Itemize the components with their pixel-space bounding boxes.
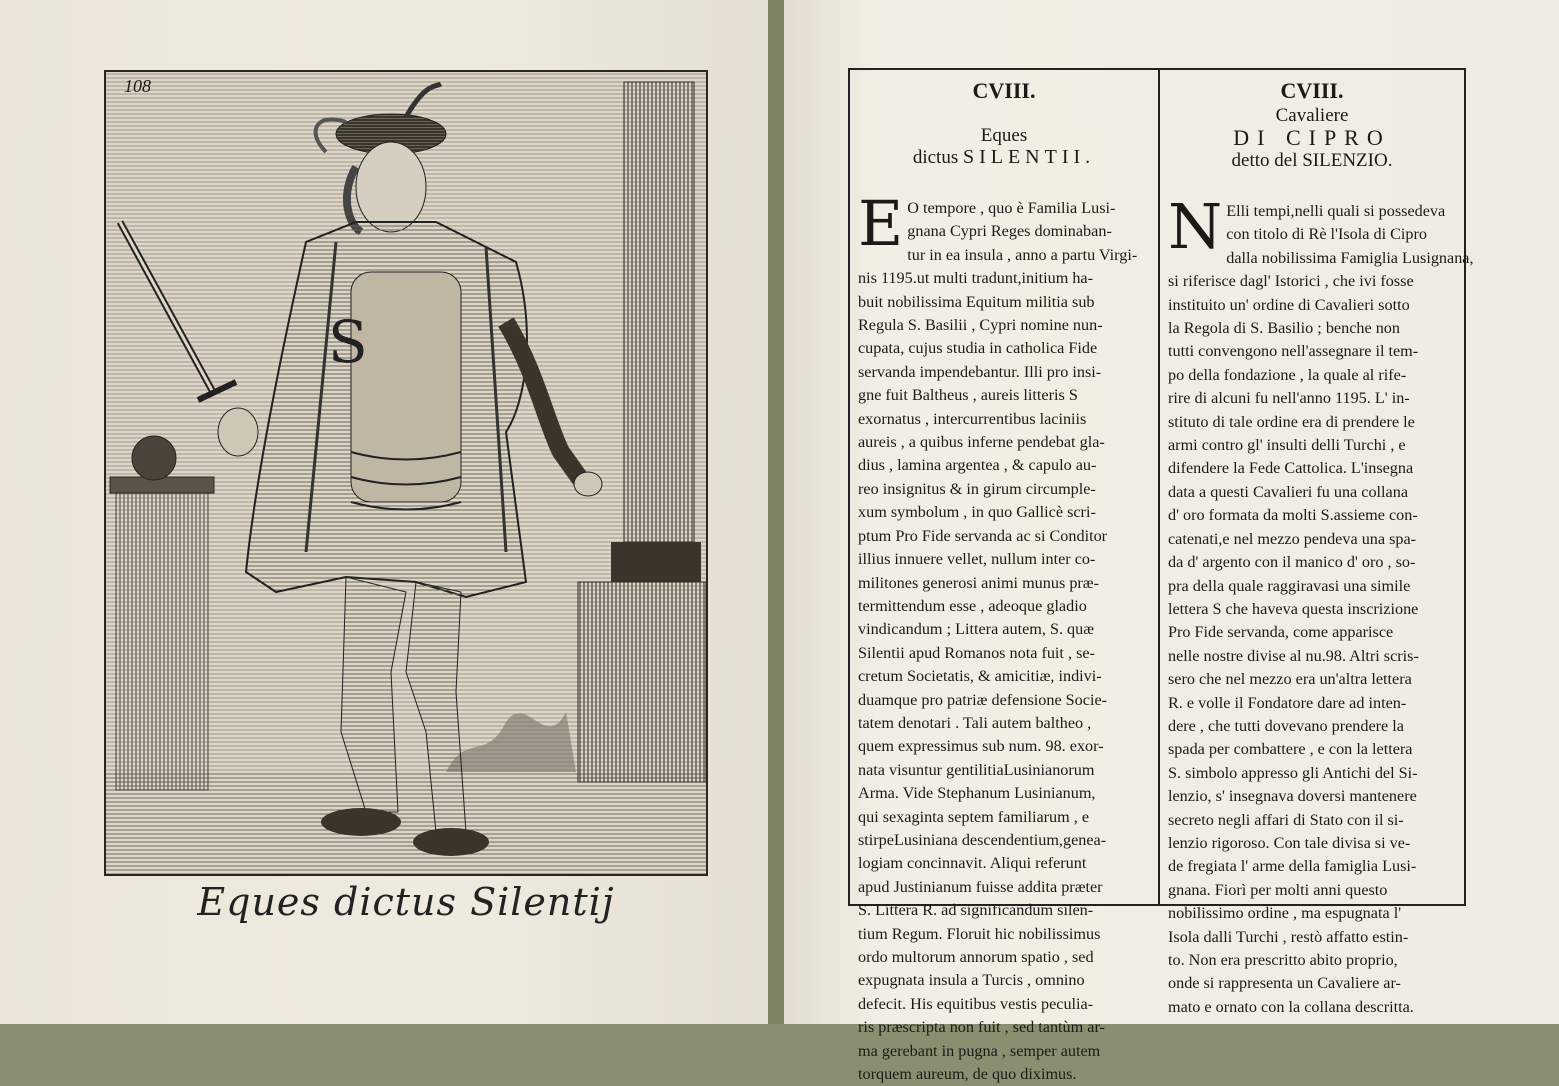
latin-dropcap: E <box>858 187 904 260</box>
latin-text-line: duamque pro patriæ defensione Socie- <box>858 690 1108 709</box>
italian-text-line: si riferisce dagl' Istorici , che ivi fosse <box>1168 272 1414 291</box>
left-page <box>0 0 768 1024</box>
latin-title-silentii: SILENTII. <box>962 146 1096 168</box>
italian-section-number: CVIII. <box>1280 78 1344 103</box>
latin-text-line: nata visuntur gentilitiaLusinianorum <box>858 760 1095 779</box>
latin-text-line: tatem denotari . Tali autem baltheo , <box>858 713 1092 732</box>
italian-text-line: pra della quale raggiravasi una simile <box>1168 576 1411 595</box>
knight-engraving <box>106 72 706 874</box>
italian-text-line: difendere la Fede Cattolica. L'insegna <box>1168 459 1414 478</box>
italian-text-line: instituito un' ordine di Cavalieri sotto <box>1168 295 1410 314</box>
latin-text-line: stirpeLusiniana descendentium,genea- <box>858 830 1107 849</box>
latin-text-line: gne fuit Baltheus , aureis litteris S <box>858 386 1078 405</box>
italian-body-text <box>1168 190 1474 1019</box>
engraving-caption: Eques dictus Silentij <box>197 880 615 924</box>
italian-text-line: dere , che tutti dovevano prendere la <box>1168 716 1404 735</box>
latin-text-line: termittendum esse , adeoque gladio <box>858 596 1087 615</box>
italian-text-line: dalla nobilissima Famiglia Lusignana, <box>1226 248 1474 267</box>
latin-text-line: O tempore , quo è Familia Lusi- <box>907 199 1116 217</box>
italian-title-line1: Cavaliere <box>1275 105 1349 126</box>
latin-text-line: illius innuere vellet, nullum inter co- <box>858 550 1096 569</box>
italian-text-line: Elli tempi,nelli quali si possedeva <box>1226 202 1446 220</box>
italian-text-line: nelle nostre divise al nu.98. Altri scris- <box>1168 646 1419 665</box>
latin-text-line: quem expressimus sub num. 98. exor- <box>858 737 1104 756</box>
italian-text-line: lettera S che haveva questa inscrizione <box>1168 599 1419 618</box>
italian-text-line: sero che nel mezzo era un'altra lettera <box>1168 670 1412 689</box>
latin-text-line: Arma. Vide Stephanum Lusinianum, <box>858 784 1096 803</box>
latin-title-line1: Eques <box>980 125 1028 146</box>
engraving-plate <box>104 70 708 876</box>
italian-text-line: R. e volle il Fondatore dare ad inten- <box>1168 693 1407 712</box>
latin-title-dictus: dictus <box>912 147 959 168</box>
latin-text-line: apud Justinianum fuisse addita præter <box>858 877 1103 896</box>
italian-text-line: lenzio, s' insegnava doversi mantenere <box>1168 787 1417 806</box>
latin-text-line: torquem aureum, de quo diximus. <box>858 1065 1077 1084</box>
latin-text-line: ordo multorum annorum spatio , sed <box>858 948 1094 966</box>
italian-text-line: tutti convengono nell'assegnare il tem- <box>1168 342 1419 361</box>
latin-text-line: gnana Cypri Reges dominaban- <box>907 222 1112 241</box>
italian-text-line: la Regola di S. Basilio ; benche non <box>1168 319 1400 338</box>
latin-text-line: ma gerebant in pugna , semper autem <box>858 1041 1101 1060</box>
italian-text-line: data a questi Cavalieri fu una collana <box>1168 482 1409 501</box>
italian-text-line: gnana. Fiorì per molti anni questo <box>1168 880 1388 899</box>
italian-title-line3: detto del SILENZIO. <box>1231 150 1393 171</box>
latin-text-line: S. Littera R. ad significandum silen- <box>858 901 1094 920</box>
text-frame <box>848 68 1474 1084</box>
latin-text-line: Regula S. Basilii , Cypri nomine nun- <box>858 316 1103 335</box>
latin-text-line: buit nobilissima Equitum militia sub <box>858 292 1095 311</box>
italian-text-line: secreto negli affari di Stato con il si- <box>1168 810 1404 829</box>
latin-text-line: militones generosi animi munus præ- <box>858 573 1099 592</box>
italian-text-line: nobilissimo ordine , ma espugnata l' <box>1168 904 1402 923</box>
italian-text-line: d' oro formata da molti S.assieme con- <box>1168 506 1418 525</box>
italian-text-line: armi contro gl' insulti delli Turchi , e <box>1168 436 1406 455</box>
italian-text-line: stituto di tale ordine era di prendere le <box>1168 412 1415 431</box>
latin-title-line2 <box>858 146 1150 169</box>
latin-text-line: qui sexaginta septem familiarum , e <box>858 807 1090 826</box>
right-page <box>784 0 1559 1084</box>
latin-text-line: ptum Pro Fide servanda ac si Conditor <box>858 526 1108 545</box>
plate-number: 108 <box>124 76 151 96</box>
italian-text-line: con titolo di Rè l'Isola di Cipro <box>1226 225 1427 244</box>
latin-text-line: Silentii apud Romanos nota fuit , se- <box>858 643 1095 662</box>
latin-text-line: dius , lamina argentea , & capulo au- <box>858 456 1097 475</box>
latin-text-line: defecit. His equitibus vestis peculia- <box>858 994 1094 1013</box>
italian-text-line: onde si rappresenta un Cavaliere ar- <box>1168 974 1401 993</box>
italian-text-line: po della fondazione , la quale al rife- <box>1168 365 1407 384</box>
italian-text-line: mato e ornato con la collana descritta. <box>1168 997 1414 1016</box>
italian-dropcap: N <box>1168 190 1223 263</box>
latin-text-line: servanda impendebantur. Illi pro insi- <box>858 362 1102 381</box>
italian-text-line: rire di alcuni fu nell'anno 1195. L' in- <box>1168 389 1410 408</box>
latin-section-number: CVIII. <box>972 78 1036 103</box>
italian-text-line: S. simbolo appresso gli Antichi del Si- <box>1168 763 1418 782</box>
svg-text:S: S <box>328 308 368 376</box>
italian-text-line: spada per combattere , e con la lettera <box>1168 740 1413 759</box>
italian-text-line: de fregiata l' arme della famiglia Lusi- <box>1168 857 1417 876</box>
italian-text-line: to. Non era prescritto abito proprio, <box>1168 951 1398 969</box>
latin-text-line: ris præscripta non fuit , sed tantùm ar- <box>858 1018 1105 1037</box>
italian-title-line2: DI CIPRO <box>1233 125 1391 150</box>
latin-text-line: tium Regum. Floruit hic nobilissimus <box>858 924 1101 943</box>
italian-text-line: da d' argento con il manico d' oro , so- <box>1168 553 1416 572</box>
italian-text-line: lenzio rigoroso. Con tale divisa si ve- <box>1168 833 1411 852</box>
latin-text-line: exornatus , intercurrentibus laciniis <box>858 409 1087 428</box>
latin-text-line: reo insignitus & in girum circumple- <box>858 479 1096 498</box>
latin-text-line: aureis , a quibus inferne pendebat gla- <box>858 433 1105 452</box>
italian-text-line: Isola dalli Turchi , restò affatto estin- <box>1168 927 1409 946</box>
latin-body-text <box>858 187 1150 1086</box>
latin-text-line: vindicandum ; Littera autem, S. quæ <box>858 620 1095 639</box>
latin-column <box>850 70 1160 1084</box>
latin-text-line: expugnata insula a Turcis , omnino <box>858 971 1085 990</box>
italian-text-line: catenati,e nel mezzo pendeva una spa- <box>1168 529 1417 548</box>
italian-text-line: Pro Fide servanda, come apparisce <box>1168 623 1394 642</box>
latin-text-line: logiam concinnavit. Aliqui referunt <box>858 854 1087 873</box>
latin-text-line: cretum Societatis, & amicitiæ, indivi- <box>858 667 1102 686</box>
book-gutter <box>768 0 784 1024</box>
latin-text-line: tur in ea insula , anno a partu Virgi- <box>907 245 1138 264</box>
latin-text-line: xum symbolum , in quo Gallicè scri- <box>858 503 1096 522</box>
latin-text-line: nis 1195.ut multi tradunt,initium ha- <box>858 269 1094 288</box>
italian-column <box>1160 70 1474 1016</box>
latin-text-line: cupata, cujus studia in catholica Fide <box>858 339 1098 358</box>
